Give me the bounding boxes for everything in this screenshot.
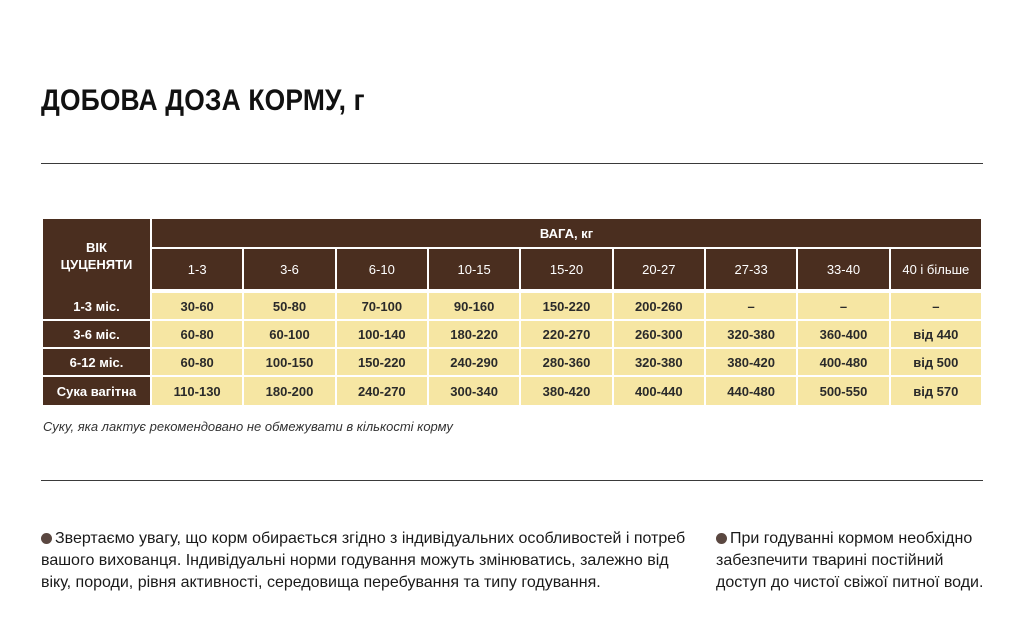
feeding-table [41, 219, 983, 405]
table-cell: 240-290 [429, 349, 519, 377]
water-paragraph [716, 528, 996, 594]
age-header-line1: ВІК [86, 240, 107, 255]
table-cell: 100-140 [337, 321, 427, 349]
table-cell: – [891, 293, 981, 321]
bullet-icon [716, 533, 727, 544]
table-cell: 320-380 [706, 321, 796, 349]
table-row [43, 321, 981, 349]
table-cell: 60-80 [152, 349, 242, 377]
age-header [43, 219, 150, 293]
table-cell: 30-60 [152, 293, 242, 321]
table-cell: від 440 [891, 321, 981, 349]
row-age-label: Сука вагітна [43, 377, 150, 405]
table-cell: 440-480 [706, 377, 796, 405]
table-cell: 180-200 [244, 377, 334, 405]
table-body [43, 293, 981, 405]
table-cell: 150-220 [521, 293, 611, 321]
table-cell: 360-400 [798, 321, 888, 349]
table-cell: 90-160 [429, 293, 519, 321]
table-cell: 260-300 [614, 321, 704, 349]
table-cell: 400-480 [798, 349, 888, 377]
weight-column-header: 33-40 [798, 249, 888, 293]
table-cell: 110-130 [152, 377, 242, 405]
table-cell: 280-360 [521, 349, 611, 377]
top-divider [41, 163, 983, 164]
table-cell: 400-440 [614, 377, 704, 405]
weight-column-header: 15-20 [521, 249, 611, 293]
row-age-label: 6-12 міс. [43, 349, 150, 377]
table-cell: 380-420 [521, 377, 611, 405]
attention-text: Звертаємо увагу, що корм обирається згідно з індивідуальних особливостей і потреб вашого вихованця. Індивідуальні норми годування можуть змінюватись, залежно від віку, породи, рівня активності, середовища перебування та типу годування. [41, 530, 686, 591]
table-cell: 150-220 [337, 349, 427, 377]
row-age-label: 3-6 міс. [43, 321, 150, 349]
weight-header: ВАГА, кг [152, 219, 981, 249]
weight-column-header: 40 і більше [891, 249, 981, 293]
weight-column-header: 1-3 [152, 249, 242, 293]
bottom-divider [41, 480, 983, 481]
table-cell: 200-260 [614, 293, 704, 321]
table-row [43, 349, 981, 377]
lactation-note: Суку, яка лактує рекомендовано не обмежувати в кількості корму [43, 419, 453, 434]
table-cell: 220-270 [521, 321, 611, 349]
weight-column-header: 6-10 [337, 249, 427, 293]
table-cell: 70-100 [337, 293, 427, 321]
table-cell: – [798, 293, 888, 321]
weight-columns-row [43, 249, 981, 293]
weight-column-header: 3-6 [244, 249, 334, 293]
table-cell: 500-550 [798, 377, 888, 405]
table-cell: від 570 [891, 377, 981, 405]
table-cell: 380-420 [706, 349, 796, 377]
table-cell: 100-150 [244, 349, 334, 377]
table-cell: 50-80 [244, 293, 334, 321]
table-cell: 300-340 [429, 377, 519, 405]
table-cell: 60-100 [244, 321, 334, 349]
table-cell: 180-220 [429, 321, 519, 349]
table-cell: 320-380 [614, 349, 704, 377]
table-row [43, 293, 981, 321]
weight-column-header: 27-33 [706, 249, 796, 293]
attention-paragraph [41, 528, 691, 594]
age-header-line2: ЦУЦЕНЯТИ [60, 257, 133, 272]
weight-column-header: 20-27 [614, 249, 704, 293]
page-title: ДОБОВА ДОЗА КОРМУ, г [41, 84, 365, 117]
row-age-label: 1-3 міс. [43, 293, 150, 321]
table-row [43, 377, 981, 405]
weight-column-header: 10-15 [429, 249, 519, 293]
table-cell: від 500 [891, 349, 981, 377]
table-cell: 240-270 [337, 377, 427, 405]
bullet-icon [41, 533, 52, 544]
table-cell: 60-80 [152, 321, 242, 349]
water-text: При годуванні кормом необхідно забезпечити тварині постійний доступ до чистої свіжої питної води. [716, 530, 984, 591]
table-cell: – [706, 293, 796, 321]
